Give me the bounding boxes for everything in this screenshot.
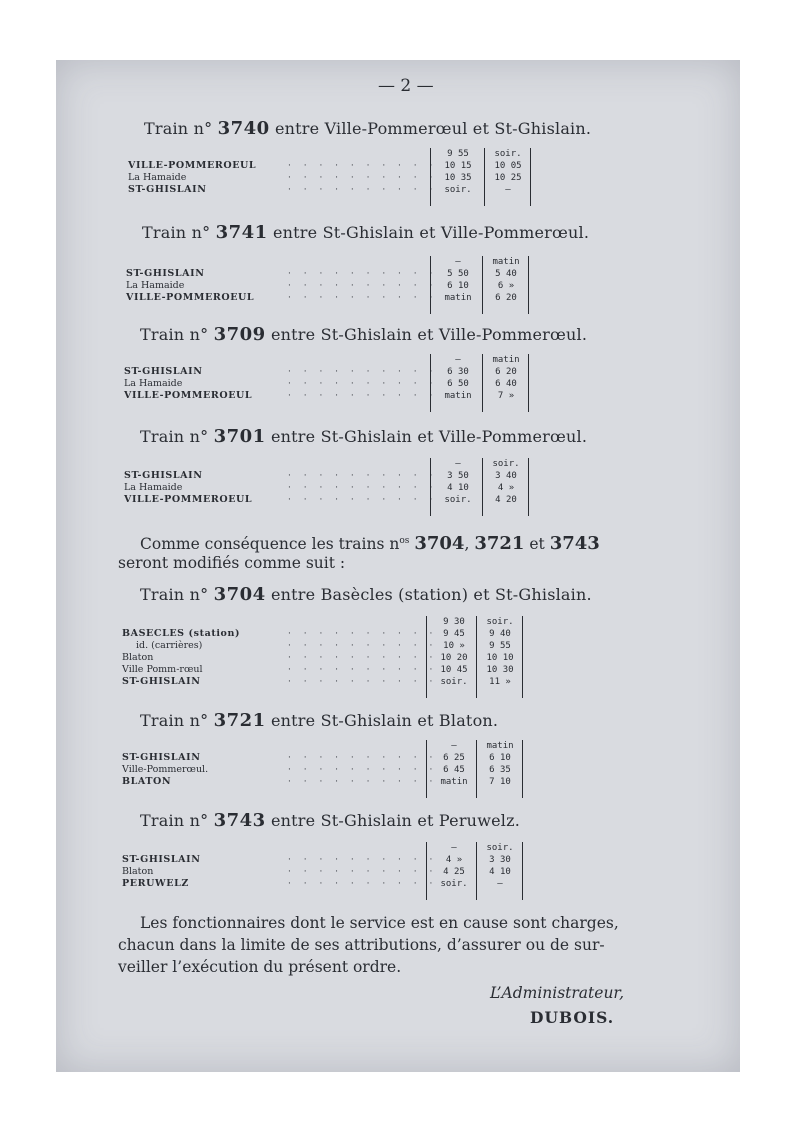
- station-list: ST-GHISLAIN Ville-Pommerœul. BLATON: [122, 752, 209, 787]
- train-title: Train n° 3704 entre Basècles (station) et St-Ghislain.: [140, 584, 592, 605]
- station-list: ST-GHISLAIN La Hamaide VILLE-POMMEROEUL: [126, 268, 255, 303]
- closing-line: veiller l’exécution du présent ordre.: [118, 958, 402, 976]
- time-column: 9 30 9 45 10 » 10 20 10 45 soir.: [440, 617, 468, 687]
- train-title: Train n° 3701 entre St-Ghislain et Ville-Pommerœul.: [140, 426, 588, 447]
- time-column: soir. 9 40 9 55 10 10 10 30 11 »: [486, 617, 514, 687]
- consequence-line: Comme conséquence les trains $n^{os}$ 3704, 3721 et 3743: [140, 533, 600, 555]
- station-list: ST-GHISLAIN La Hamaide VILLE-POMMEROEUL: [124, 366, 253, 401]
- consequence-line: seront modifiés comme suit :: [118, 554, 346, 572]
- signature-name: DUBOIS.: [530, 1008, 615, 1027]
- train-title: Train n° 3743 entre St-Ghislain et Peruwelz.: [140, 810, 520, 831]
- signature-role: L’Administrateur,: [490, 984, 625, 1002]
- station-list: BASECLES (station) id. (carrières) Blaton Ville Pomm-rœul ST-GHISLAIN: [122, 628, 241, 687]
- time-column: 9 55 10 15 10 35 soir.: [444, 149, 472, 195]
- time-column: — 5 50 6 10 matin: [444, 257, 472, 303]
- leader-dots: · · · · · · · · · · · · · · · · · · · · · · · · · · · · · ·: [288, 269, 438, 303]
- time-column: matin 6 10 6 35 7 10: [486, 741, 514, 787]
- time-column: soir. 3 40 4 » 4 20: [492, 459, 520, 505]
- train-title: Train n° 3741 entre St-Ghislain et Ville-Pommerœul.: [142, 222, 590, 243]
- leader-dots: · · · · · · · · · · · · · · · · · · · · · · · · · · · · · ·: [288, 855, 438, 889]
- time-column: matin 6 20 6 40 7 »: [492, 355, 520, 401]
- time-column: — 4 » 4 25 soir.: [440, 843, 468, 889]
- station-list: VILLE-POMMEROEUL La Hamaide ST-GHISLAIN: [128, 160, 257, 195]
- train-title: Train n° 3721 entre St-Ghislain et Blaton.: [140, 710, 499, 731]
- train-title: Train n° 3740 entre Ville-Pommerœul et St-Ghislain.: [144, 118, 592, 139]
- time-column: — 6 30 6 50 matin: [444, 355, 472, 401]
- closing-line: chacun dans la limite de ses attributions, d’assurer ou de sur-: [118, 936, 605, 954]
- time-column: soir. 3 30 4 10 —: [486, 843, 514, 889]
- time-column: soir. 10 05 10 25 —: [494, 149, 522, 195]
- leader-dots: · · · · · · · · · · · · · · · · · · · · · · · · · · · · · ·: [288, 161, 438, 195]
- time-column: — 3 50 4 10 soir.: [444, 459, 472, 505]
- train-title: Train n° 3709 entre St-Ghislain et Ville-Pommerœul.: [140, 324, 588, 345]
- leader-dots: · · · · · · · · · · · · · · · · · · · · · · · · · · · · · ·: [288, 367, 438, 401]
- station-list: ST-GHISLAIN Blaton PERUWELZ: [122, 854, 201, 889]
- page-number: — 2 —: [378, 76, 434, 96]
- closing-line: Les fonctionnaires dont le service est en cause sont charges,: [140, 914, 619, 932]
- time-column: — 6 25 6 45 matin: [440, 741, 468, 787]
- leader-dots: · · · · · · · · · · · · · · · · · · · · · · · · · · · · · ·: [288, 753, 438, 787]
- station-list: ST-GHISLAIN La Hamaide VILLE-POMMEROEUL: [124, 470, 253, 505]
- time-column: matin 5 40 6 » 6 20: [492, 257, 520, 303]
- document-page: [56, 60, 740, 1072]
- leader-dots: · · · · · · · · · · · · · · · · · · · · · · · · · · · · · · · · · · · · · · · · · · · · · · · · · ·: [288, 629, 438, 687]
- leader-dots: · · · · · · · · · · · · · · · · · · · · · · · · · · · · · ·: [288, 471, 438, 505]
